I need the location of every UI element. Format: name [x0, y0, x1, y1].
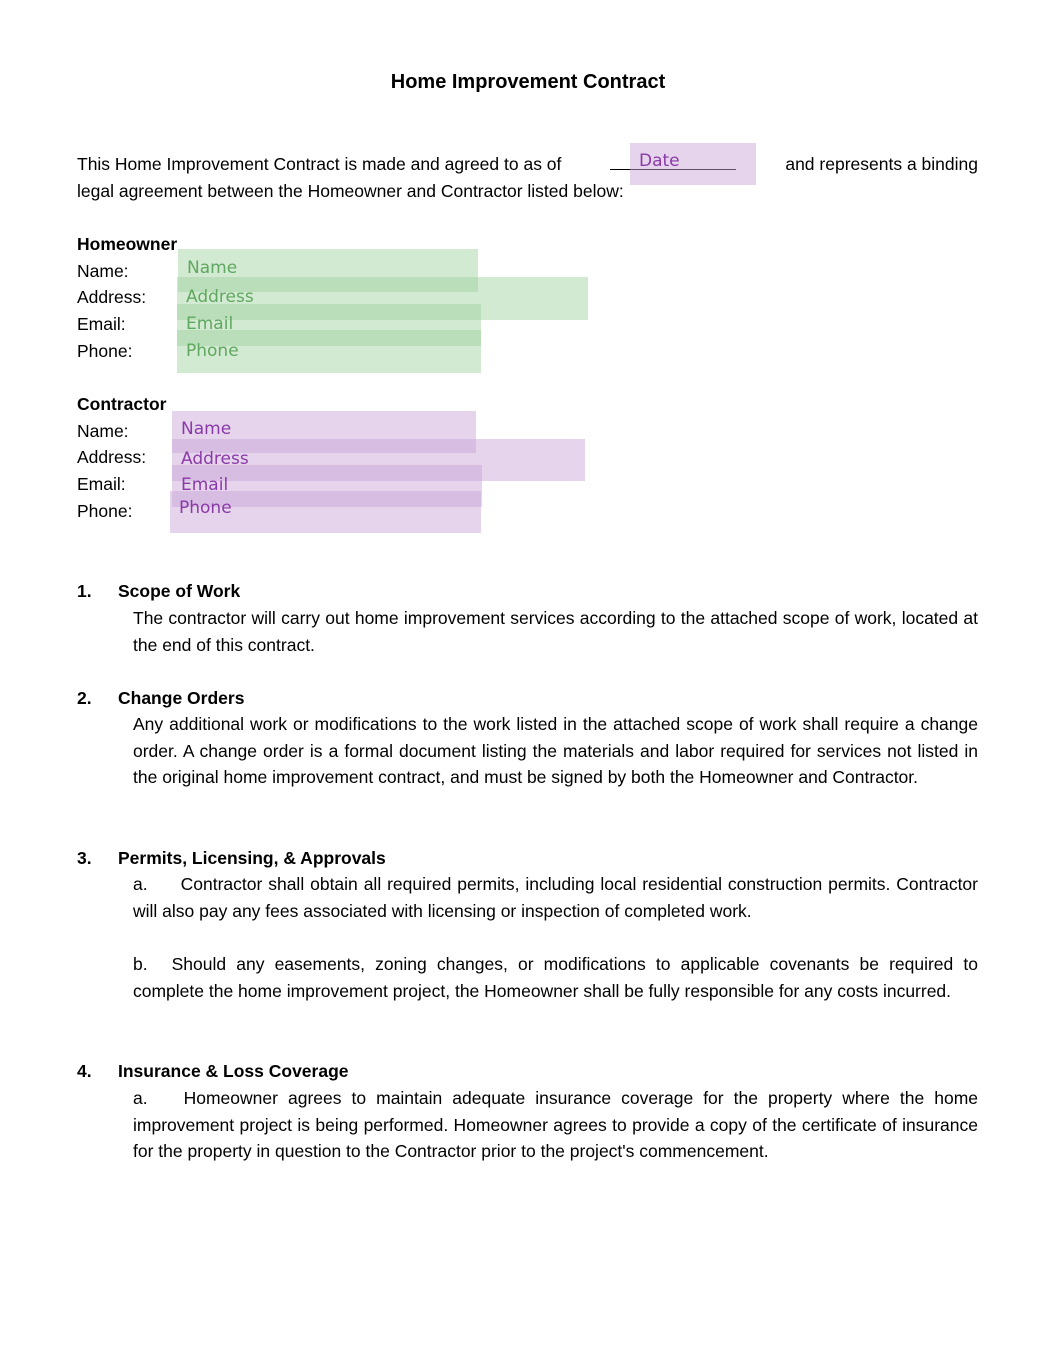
homeowner-email-placeholder: Email: [186, 314, 234, 334]
contractor-phone-label: Phone:: [77, 501, 133, 521]
section-2-text: Any additional work or modifications to the work listed in the attached scope of work shall require a change order. A change order is a formal document listing the materials and labor required for services not listed in the original home improvement contract, and must be signed by both the Homeowner and Contractor.: [133, 714, 978, 788]
section-2-title: Change Orders: [118, 688, 245, 708]
section-1-title: Scope of Work: [118, 581, 241, 601]
section-4-number: 4.: [77, 1061, 92, 1081]
contractor-email-placeholder: Email: [181, 475, 229, 495]
section-4-title: Insurance & Loss Coverage: [118, 1061, 349, 1081]
contractor-phone-placeholder: Phone: [179, 498, 232, 518]
contractor-phone-field[interactable]: [170, 491, 481, 533]
intro-text-start: This Home Improvement Contract is made and agreed to as of: [77, 154, 562, 174]
intro-text-line2: legal agreement between the Homeowner and Contractor listed below:: [77, 180, 624, 201]
homeowner-heading: Homeowner: [77, 234, 178, 254]
section-3-title: Permits, Licensing, & Approvals: [118, 848, 386, 868]
contractor-name-label: Name:: [77, 421, 129, 441]
intro-text-after-date: and represents a binding: [785, 154, 978, 174]
section-2-number: 2.: [77, 688, 92, 708]
homeowner-email-label: Email:: [77, 314, 126, 334]
contractor-address-label: Address:: [77, 447, 147, 467]
section-1-text: The contractor will carry out home improvement services according to the attached scope of work, located at the end of this contract.: [133, 608, 978, 655]
contractor-heading: Contractor: [77, 394, 167, 414]
contractor-address-placeholder: Address: [181, 449, 249, 469]
section-3-number: 3.: [77, 848, 92, 868]
section-3-item-b-text: Should any easements, zoning changes, or modifications to applicable covenants be required to complete the home improvement project, the Homeowner shall be fully responsible for any costs incurred.: [133, 954, 978, 1001]
contractor-name-placeholder: Name: [181, 419, 232, 439]
date-field[interactable]: [630, 143, 756, 185]
contractor-email-label: Email:: [77, 474, 126, 494]
homeowner-address-placeholder: Address: [186, 287, 254, 307]
document-title: Home Improvement Contract: [390, 71, 666, 93]
homeowner-phone-placeholder: Phone: [186, 341, 239, 361]
section-3-item-a-label: a.: [133, 874, 148, 894]
homeowner-address-label: Address:: [77, 287, 147, 307]
section-3-item-a-text: Contractor shall obtain all required permits, including local residential construction permits. Contractor will also pay any fees associated with licensing or inspection of completed work.: [133, 874, 978, 921]
section-1-number: 1.: [77, 581, 92, 601]
section-3-item-a: [133, 871, 978, 924]
section-3-item-b: [133, 951, 978, 1004]
homeowner-name-placeholder: Name: [187, 258, 238, 278]
section-4-item-a-text: Homeowner agrees to maintain adequate insurance coverage for the property where the home improvement project is being performed. Homeowner agrees to provide a copy of the certificate of insurance for the property in question to the Contractor prior to the project's commencement.: [133, 1088, 978, 1162]
homeowner-phone-field[interactable]: [177, 330, 481, 373]
homeowner-phone-label: Phone:: [77, 341, 133, 361]
date-field-placeholder: Date: [639, 151, 680, 171]
section-3-item-b-label: b.: [133, 954, 148, 974]
intro-paragraph: [77, 151, 978, 204]
section-4-item-a-label: a.: [133, 1088, 148, 1108]
homeowner-name-label: Name:: [77, 261, 129, 281]
section-4-item-a: [133, 1085, 978, 1165]
